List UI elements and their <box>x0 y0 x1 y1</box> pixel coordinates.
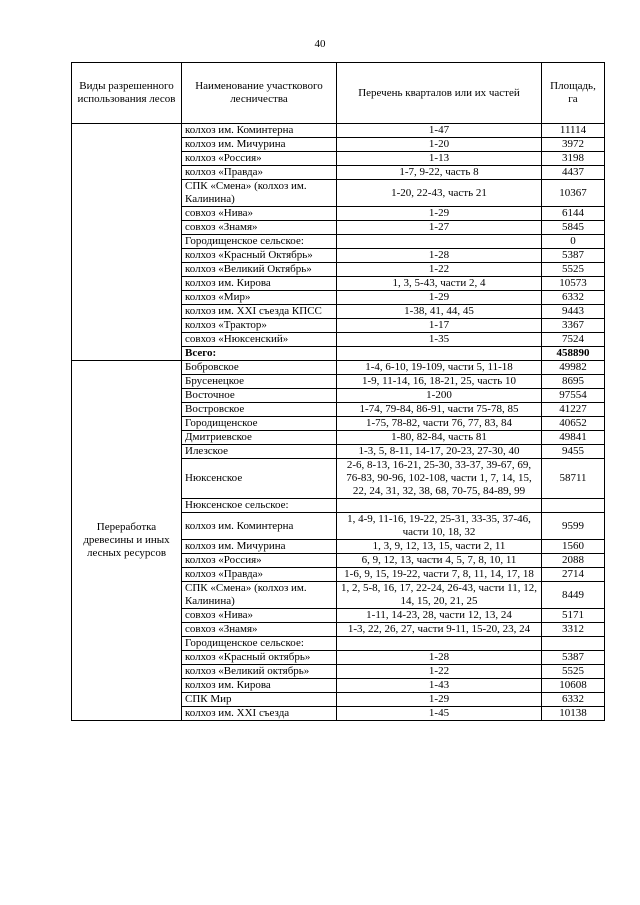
forestry-name-cell: СПК Мир <box>182 693 337 707</box>
quarters-cell: 1, 2, 5-8, 16, 17, 22-24, 26-43, части 11, 12, 14, 15, 20, 21, 25 <box>337 582 542 609</box>
quarters-cell: 1, 3, 5-43, части 2, 4 <box>337 277 542 291</box>
area-cell: 458890 <box>542 347 605 361</box>
area-cell: 49841 <box>542 431 605 445</box>
area-cell: 10573 <box>542 277 605 291</box>
area-cell: 7524 <box>542 333 605 347</box>
area-cell: 10367 <box>542 180 605 207</box>
quarters-cell <box>337 499 542 513</box>
forestry-name-cell: колхоз им. Кирова <box>182 679 337 693</box>
forestry-name-cell: совхоз «Знамя» <box>182 623 337 637</box>
forestry-name-cell: колхоз им. XXI съезда КПСС <box>182 305 337 319</box>
quarters-cell: 1, 3, 9, 12, 13, 15, части 2, 11 <box>337 540 542 554</box>
area-cell: 5525 <box>542 263 605 277</box>
table-header-row <box>72 63 605 124</box>
forestry-name-cell: колхоз им. Мичурина <box>182 138 337 152</box>
area-cell: 3312 <box>542 623 605 637</box>
quarters-cell <box>337 235 542 249</box>
page-number: 40 <box>314 38 326 50</box>
forestry-name-cell: колхоз им. XXI съезда <box>182 707 337 721</box>
forestry-name-cell: Илезское <box>182 445 337 459</box>
forestry-name-cell: Бобровское <box>182 361 337 375</box>
forestry-name-cell: колхоз «Россия» <box>182 554 337 568</box>
forestry-name-cell: Дмитриевское <box>182 431 337 445</box>
area-cell: 58711 <box>542 459 605 499</box>
area-cell: 5387 <box>542 249 605 263</box>
forestry-name-cell: колхоз «Красный октябрь» <box>182 651 337 665</box>
quarters-cell: 1-75, 78-82, части 76, 77, 83, 84 <box>337 417 542 431</box>
forestry-name-cell: Городищенское <box>182 417 337 431</box>
area-cell <box>542 499 605 513</box>
forestry-name-cell: совхоз «Нюксенский» <box>182 333 337 347</box>
quarters-cell: 1-47 <box>337 124 542 138</box>
area-cell: 10138 <box>542 707 605 721</box>
quarters-cell: 6, 9, 12, 13, части 4, 5, 7, 8, 10, 11 <box>337 554 542 568</box>
quarters-cell: 1-3, 22, 26, 27, части 9-11, 15-20, 23, 24 <box>337 623 542 637</box>
area-cell: 3972 <box>542 138 605 152</box>
forestry-name-cell: совхоз «Знамя» <box>182 221 337 235</box>
quarters-cell: 1-29 <box>337 291 542 305</box>
quarters-cell: 1-13 <box>337 152 542 166</box>
quarters-cell <box>337 637 542 651</box>
forestry-name-cell: СПК «Смена» (колхоз им. Калинина) <box>182 180 337 207</box>
area-cell <box>542 637 605 651</box>
quarters-cell: 1-28 <box>337 249 542 263</box>
area-cell: 97554 <box>542 389 605 403</box>
quarters-cell: 1-35 <box>337 333 542 347</box>
forestry-name-cell: совхоз «Нива» <box>182 207 337 221</box>
quarters-cell: 1-4, 6-10, 19-109, части 5, 11-18 <box>337 361 542 375</box>
header-name: Наименование участкового лесничества <box>182 63 337 124</box>
area-cell: 4437 <box>542 166 605 180</box>
quarters-cell: 1, 4-9, 11-16, 19-22, 25-31, 33-35, 37-46, части 10, 18, 32 <box>337 513 542 540</box>
forestry-name-cell: СПК «Смена» (колхоз им. Калинина) <box>182 582 337 609</box>
table-row <box>72 361 605 375</box>
quarters-cell: 1-80, 82-84, часть 81 <box>337 431 542 445</box>
area-cell: 5171 <box>542 609 605 623</box>
table-row <box>72 124 605 138</box>
quarters-cell: 1-3, 5, 8-11, 14-17, 20-23, 27-30, 40 <box>337 445 542 459</box>
forestry-name-cell: колхоз «Красный Октябрь» <box>182 249 337 263</box>
quarters-cell: 1-74, 79-84, 86-91, части 75-78, 85 <box>337 403 542 417</box>
forestry-name-cell: Всего: <box>182 347 337 361</box>
header-area: Площадь, га <box>542 63 605 124</box>
forestry-name-cell: колхоз «Правда» <box>182 166 337 180</box>
forestry-name-cell: колхоз «Великий октябрь» <box>182 665 337 679</box>
forestry-name-cell: Нюксенское <box>182 459 337 499</box>
area-cell: 6332 <box>542 291 605 305</box>
forest-use-table <box>71 62 605 721</box>
use-type-cell <box>72 124 182 361</box>
area-cell: 5525 <box>542 665 605 679</box>
quarters-cell: 1-29 <box>337 207 542 221</box>
quarters-cell: 1-20 <box>337 138 542 152</box>
quarters-cell: 1-20, 22-43, часть 21 <box>337 180 542 207</box>
area-cell: 9599 <box>542 513 605 540</box>
quarters-cell: 1-6, 9, 15, 19-22, части 7, 8, 11, 14, 17, 18 <box>337 568 542 582</box>
quarters-cell: 1-22 <box>337 263 542 277</box>
header-quarters: Перечень кварталов или их частей <box>337 63 542 124</box>
quarters-cell <box>337 347 542 361</box>
quarters-cell: 1-28 <box>337 651 542 665</box>
forestry-name-cell: колхоз им. Кирова <box>182 277 337 291</box>
forestry-name-cell: колхоз «Правда» <box>182 568 337 582</box>
area-cell: 9443 <box>542 305 605 319</box>
quarters-cell: 1-29 <box>337 693 542 707</box>
quarters-cell: 1-17 <box>337 319 542 333</box>
forestry-name-cell: совхоз «Нива» <box>182 609 337 623</box>
table-body <box>72 124 605 721</box>
forestry-name-cell: колхоз «Великий Октябрь» <box>182 263 337 277</box>
area-cell: 10608 <box>542 679 605 693</box>
forestry-name-cell: колхоз «Мир» <box>182 291 337 305</box>
area-cell: 41227 <box>542 403 605 417</box>
area-cell: 8695 <box>542 375 605 389</box>
quarters-cell: 1-27 <box>337 221 542 235</box>
area-cell: 3198 <box>542 152 605 166</box>
forestry-name-cell: колхоз им. Мичурина <box>182 540 337 554</box>
area-cell: 0 <box>542 235 605 249</box>
area-cell: 40652 <box>542 417 605 431</box>
area-cell: 49982 <box>542 361 605 375</box>
quarters-cell: 2-6, 8-13, 16-21, 25-30, 33-37, 39-67, 69, 76-83, 90-96, 102-108, части 1, 7, 14, 15, 22, 24, 31, 32, 38, 68, 70-75, 84-89, 99 <box>337 459 542 499</box>
forestry-name-cell: Городищенское сельское: <box>182 637 337 651</box>
forestry-name-cell: колхоз «Россия» <box>182 152 337 166</box>
quarters-cell: 1-45 <box>337 707 542 721</box>
quarters-cell: 1-200 <box>337 389 542 403</box>
forestry-name-cell: колхоз им. Коминтерна <box>182 124 337 138</box>
forestry-name-cell: Востровское <box>182 403 337 417</box>
area-cell: 2088 <box>542 554 605 568</box>
area-cell: 5845 <box>542 221 605 235</box>
quarters-cell: 1-22 <box>337 665 542 679</box>
forestry-name-cell: Брусенецкое <box>182 375 337 389</box>
quarters-cell: 1-7, 9-22, часть 8 <box>337 166 542 180</box>
area-cell: 3367 <box>542 319 605 333</box>
area-cell: 6332 <box>542 693 605 707</box>
quarters-cell: 1-11, 14-23, 28, части 12, 13, 24 <box>337 609 542 623</box>
forestry-name-cell: Городищенское сельское: <box>182 235 337 249</box>
forestry-name-cell: колхоз «Трактор» <box>182 319 337 333</box>
quarters-cell: 1-9, 11-14, 16, 18-21, 25, часть 10 <box>337 375 542 389</box>
area-cell: 2714 <box>542 568 605 582</box>
quarters-cell: 1-38, 41, 44, 45 <box>337 305 542 319</box>
use-type-cell: Переработка древесины и иных лесных ресурсов <box>72 361 182 721</box>
area-cell: 8449 <box>542 582 605 609</box>
area-cell: 6144 <box>542 207 605 221</box>
quarters-cell: 1-43 <box>337 679 542 693</box>
forestry-name-cell: Нюксенское сельское: <box>182 499 337 513</box>
header-use: Виды разрешенного использования лесов <box>72 63 182 124</box>
area-cell: 9455 <box>542 445 605 459</box>
area-cell: 5387 <box>542 651 605 665</box>
area-cell: 1560 <box>542 540 605 554</box>
forestry-name-cell: колхоз им. Коминтерна <box>182 513 337 540</box>
forestry-name-cell: Восточное <box>182 389 337 403</box>
area-cell: 11114 <box>542 124 605 138</box>
